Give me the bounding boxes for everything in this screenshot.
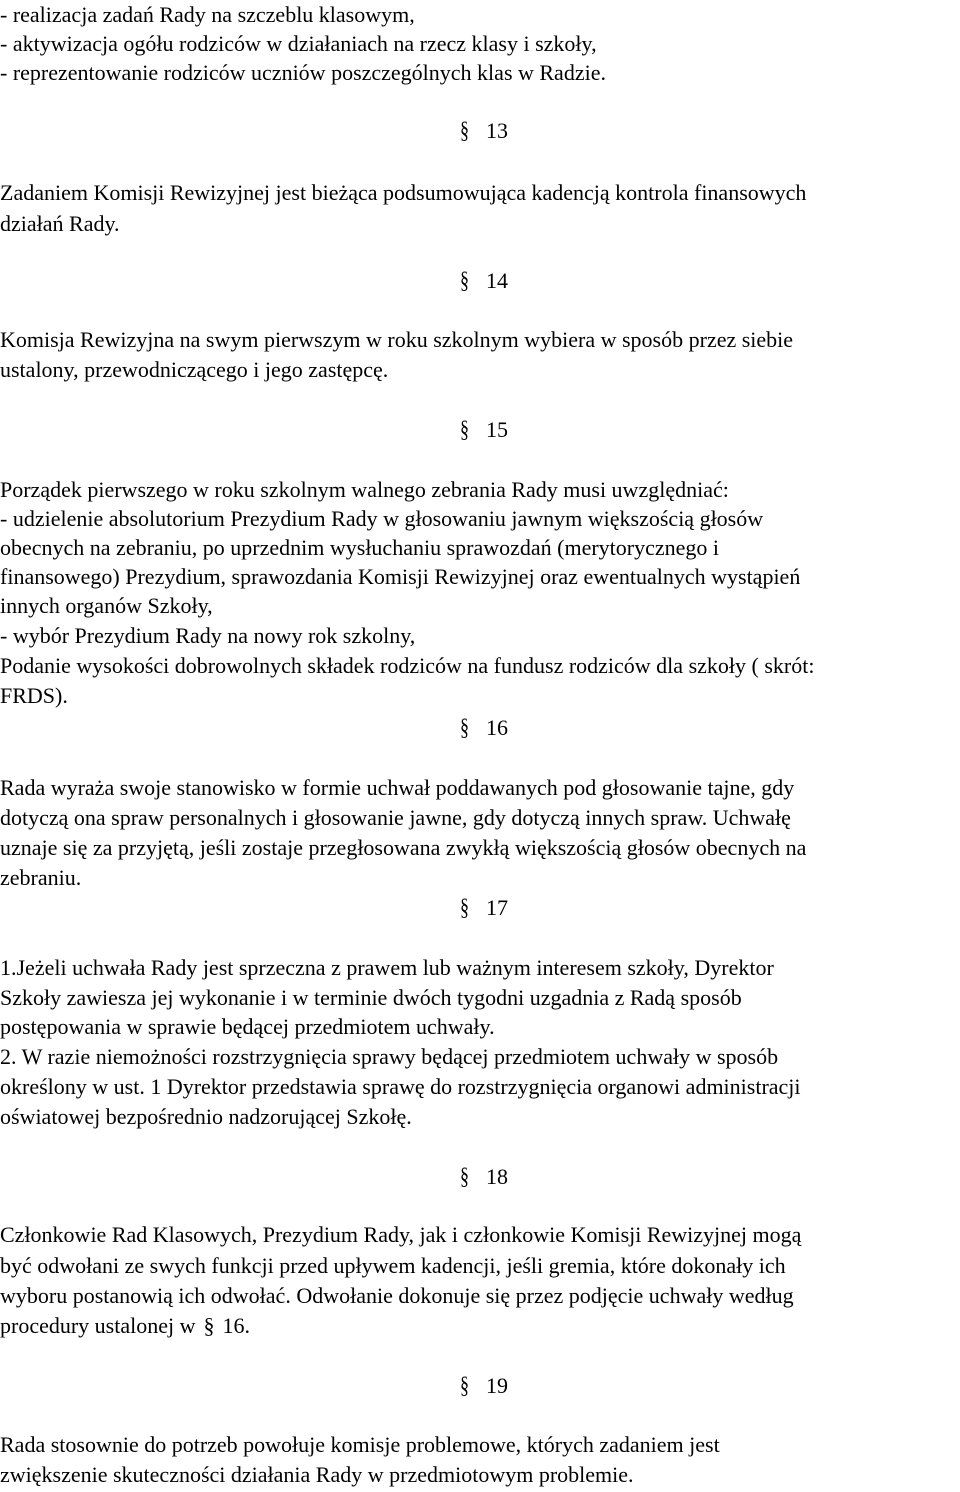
section-heading-15	[460, 415, 508, 445]
paragraph-line: 1.Jeżeli uchwała Rady jest sprzeczna z prawem lub ważnym interesem szkoły, Dyrektor	[0, 955, 774, 980]
paragraph-line: FRDS).	[0, 683, 68, 708]
section-number: 13	[486, 118, 508, 143]
paragraph-text: procedury ustalonej w	[0, 1313, 196, 1338]
paragraph-line: - udzielenie absolutorium Prezydium Rady w głosowaniu jawnym większością głosów	[0, 506, 764, 531]
paragraph-line: Komisja Rewizyjna na swym pierwszym w roku szkolnym wybiera w sposób przez siebie	[0, 327, 794, 352]
section-sign-icon: §	[460, 895, 469, 921]
intro-list-item: - reprezentowanie rodziców uczniów poszczególnych klas w Radzie.	[0, 60, 606, 85]
paragraph-line: dotyczą ona spraw personalnych i głosowanie jawne, gdy dotyczą innych spraw. Uchwałę	[0, 805, 791, 830]
section-sign-icon: §	[460, 118, 469, 144]
section-heading-19	[460, 1371, 508, 1401]
paragraph-line	[0, 1311, 250, 1341]
paragraph-line: - wybór Prezydium Rady na nowy rok szkolny,	[0, 623, 416, 648]
paragraph-line: działań Rady.	[0, 211, 120, 236]
section-sign-icon: §	[460, 1164, 469, 1190]
section-sign-icon: §	[460, 715, 469, 741]
paragraph-line: ustalony, przewodniczącego i jego zastępcę.	[0, 357, 389, 382]
section-reference: 16.	[222, 1313, 250, 1338]
paragraph-line: uznaje się za przyjętą, jeśli zostaje przegłosowana zwykłą większością głosów obecnych na	[0, 835, 807, 860]
section-number: 19	[486, 1373, 508, 1398]
section-heading-16	[460, 713, 508, 743]
section-sign-icon: §	[203, 1313, 215, 1338]
paragraph-line: finansowego) Prezydium, sprawozdania Komisji Rewizyjnej oraz ewentualnych wystąpień	[0, 564, 801, 589]
section-number: 17	[486, 895, 508, 920]
section-number: 18	[486, 1164, 508, 1189]
section-sign-icon: §	[460, 417, 469, 443]
paragraph-line: zwiększenie skuteczności działania Rady w przedmiotowym problemie.	[0, 1462, 634, 1487]
section-heading-13	[460, 116, 508, 146]
paragraph-line: Porządek pierwszego w roku szkolnym walnego zebrania Rady musi uwzględniać:	[0, 477, 729, 502]
paragraph-line: oświatowej bezpośrednio nadzorującej Szkołę.	[0, 1104, 412, 1129]
paragraph-line: Rada wyraża swoje stanowisko w formie uchwał poddawanych pod głosowanie tajne, gdy	[0, 775, 795, 800]
paragraph-line: Szkoły zawiesza jej wykonanie i w terminie dwóch tygodni uzgadnia z Radą sposób	[0, 985, 742, 1010]
section-heading-18	[460, 1162, 508, 1192]
paragraph-line: określony w ust. 1 Dyrektor przedstawia sprawę do rozstrzygnięcia organowi administracji	[0, 1074, 801, 1099]
paragraph-line: Zadaniem Komisji Rewizyjnej jest bieżąca podsumowująca kadencją kontrola finansowych	[0, 180, 807, 205]
paragraph-line: Rada stosownie do potrzeb powołuje komisje problemowe, których zadaniem jest	[0, 1432, 720, 1457]
intro-list-item: - realizacja zadań Rady na szczeblu klasowym,	[0, 2, 415, 27]
paragraph-line: obecnych na zebraniu, po uprzednim wysłuchaniu sprawozdań (merytorycznego i	[0, 535, 720, 560]
paragraph-line: wyboru postanowią ich odwołać. Odwołanie dokonuje się przez podjęcie uchwały według	[0, 1283, 794, 1308]
paragraph-line: 2. W razie niemożności rozstrzygnięcia sprawy będącej przedmiotem uchwały w sposób	[0, 1044, 779, 1069]
section-heading-17	[460, 893, 508, 923]
section-number: 16	[486, 715, 508, 740]
paragraph-line: innych organów Szkoły,	[0, 593, 213, 618]
paragraph-line: Członkowie Rad Klasowych, Prezydium Rady, jak i członkowie Komisji Rewizyjnej mogą	[0, 1222, 802, 1247]
paragraph-line: postępowania w sprawie będącej przedmiotem uchwały.	[0, 1014, 495, 1039]
intro-list-item: - aktywizacja ogółu rodziców w działaniach na rzecz klasy i szkoły,	[0, 31, 597, 56]
section-number: 15	[486, 417, 508, 442]
paragraph-line: zebraniu.	[0, 865, 82, 890]
paragraph-line: Podanie wysokości dobrowolnych składek rodziców na fundusz rodziców dla szkoły ( skrót:	[0, 653, 815, 678]
section-sign-icon: §	[460, 1373, 469, 1399]
paragraph-line: być odwołani ze swych funkcji przed upływem kadencji, jeśli gremia, które dokonały ich	[0, 1253, 786, 1278]
section-number: 14	[486, 268, 508, 293]
section-heading-14	[460, 266, 508, 296]
section-sign-icon: §	[460, 268, 469, 294]
